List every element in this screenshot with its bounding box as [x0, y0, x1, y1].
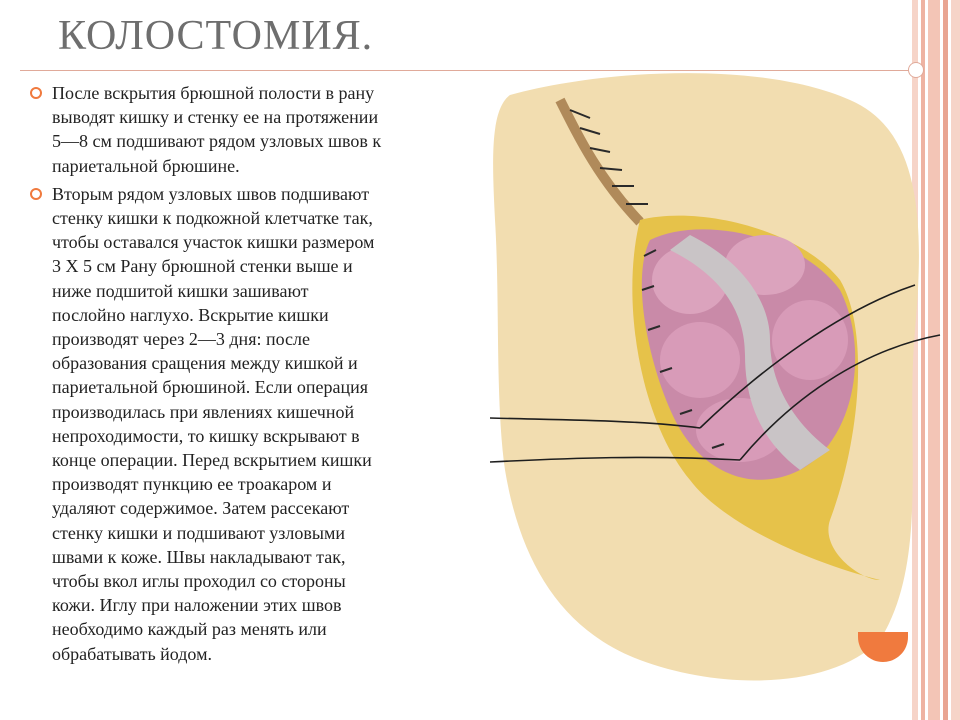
text-line: Вторым рядом узловых швов подшивают — [52, 183, 370, 204]
title-divider-circle — [908, 62, 924, 78]
bowel-segment — [772, 300, 848, 380]
bullet-item — [30, 182, 490, 666]
bullet-text — [52, 182, 490, 666]
text-line: стенку кишки к подкожной клетчатке так, — [52, 208, 373, 229]
title-divider — [20, 70, 920, 71]
bullet-item — [30, 81, 490, 178]
text-line: непроходимости, то кишку вскрывают в — [52, 425, 360, 446]
bullet-marker — [30, 87, 42, 99]
text-line: производят пункцию ее троакаром и — [52, 474, 332, 495]
text-line: послойно наглухо. Вскрытие кишки — [52, 304, 329, 325]
text-line: ниже подшитой кишки зашивают — [52, 280, 309, 301]
text-line: образования сращения между кишкой и — [52, 353, 358, 374]
text-line: производят через 2—3 дня: после — [52, 329, 311, 350]
text-line: швами к коже. Швы накладывают так, — [52, 546, 346, 567]
text-line: стенку кишки и подшивают узловыми — [52, 522, 346, 543]
text-line: После вскрытия брюшной полости в рану — [52, 83, 375, 103]
text-line: 3 Х 5 см Рану брюшной стенки выше и — [52, 256, 353, 277]
text-line: необходимо каждый раз менять или — [52, 619, 327, 640]
text-line: 5—8 см подшивают рядом узловых швов к — [52, 131, 382, 152]
text-line: чтобы вкол иглы проходил со стороны — [52, 571, 346, 592]
text-line: удаляют содержимое. Затем рассекают — [52, 498, 350, 519]
text-line: конце операции. Перед вскрытием кишки — [52, 450, 372, 471]
text-line: производилась при явлениях кишечной — [52, 401, 355, 422]
text-line: париетальной брюшиной. Если операция — [52, 377, 369, 398]
text-line: обрабатывать йодом. — [52, 643, 212, 664]
text-line: чтобы оставался участок кишки размером — [52, 232, 375, 253]
bullet-marker — [30, 188, 42, 200]
text-line: кожи. Иглу при наложении этих швов — [52, 595, 342, 616]
bullet-text — [52, 81, 490, 178]
bullet-list — [30, 81, 490, 670]
bowel-segment — [660, 322, 740, 398]
slide-title: КОЛОСТОМИЯ. — [58, 13, 374, 59]
text-line: выводят кишку и стенку ее на протяжении — [52, 107, 379, 128]
text-line: париетальной брюшине. — [52, 155, 240, 176]
